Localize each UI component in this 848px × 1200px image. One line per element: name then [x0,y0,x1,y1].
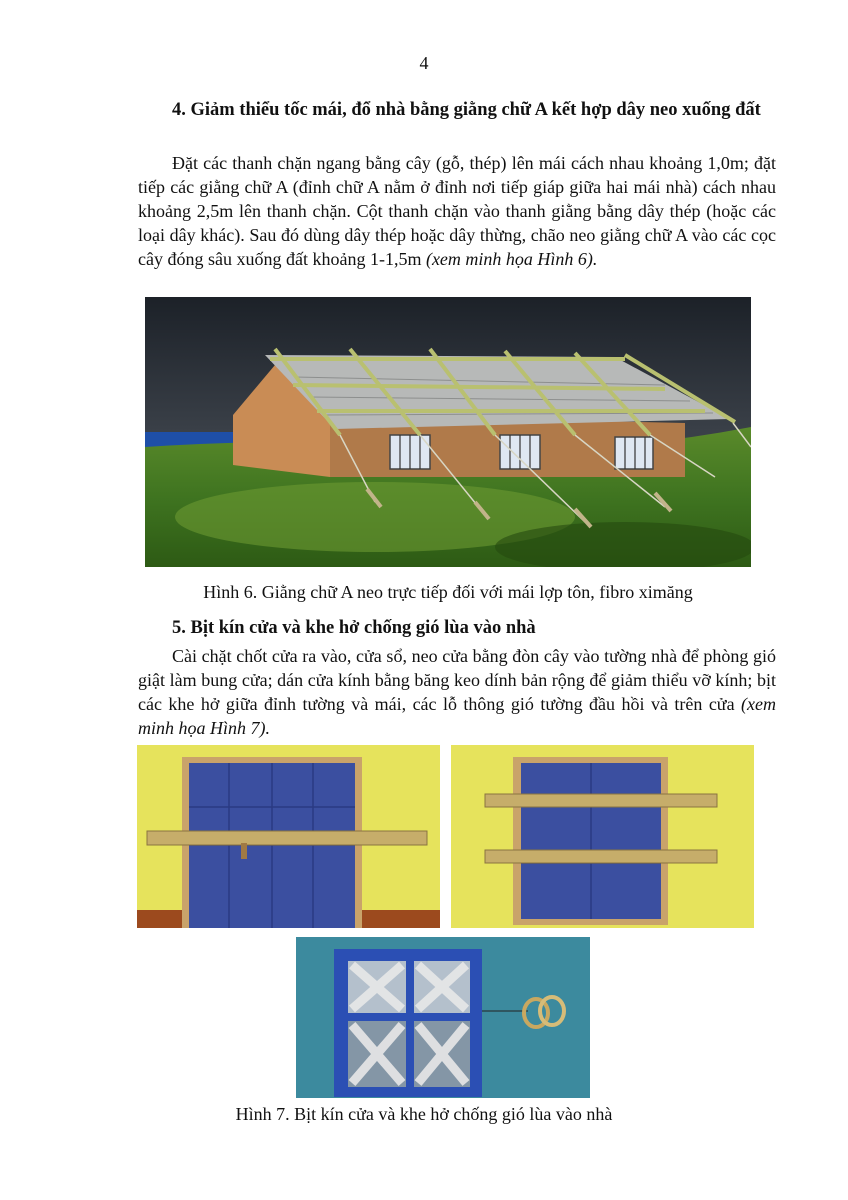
figure-7-door-image [137,745,440,928]
section-5-figure-ref: (xem minh họa Hình 7). [138,694,776,738]
section-4-body [138,151,776,271]
figure-7-caption: Hình 7. Bịt kín cửa và khe hở chống gió lùa vào nhà [235,1104,613,1124]
section-4-text: Đặt các thanh chặn ngang bằng cây (gỗ, thép) lên mái cách nhau khoảng 1,0m; đặt tiếp các giằng chữ A (đỉnh chữ A nằm ở đỉnh nơi tiếp giáp giữa hai mái nhà) cách nhau khoảng 2,5m lên thanh chặn. Cột thanh chặn vào thanh giằng bằng dây thép (hoặc các loại dây khác). Sau đó dùng dây thép hoặc dây thừng, chão neo giằng chữ A vào các cọc cây đóng sâu xuống đất khoảng 1-1,5m [138,153,776,269]
section-4-figure-ref: (xem minh họa Hình 6). [425,249,598,269]
section-5-text: Cài chặt chốt cửa ra vào, cửa sổ, neo cửa bằng đòn cây vào tường nhà để phòng gió giật làm bung cửa; dán cửa kính bằng băng keo dính bản rộng để giảm thiểu vỡ kính; bịt các khe hở giữa đỉnh tường và mái, các lỗ thông gió tường đầu hồi và trên cửa [138,646,776,714]
figure-6-image [145,297,751,567]
figure-6-caption: Hình 6. Giằng chữ A neo trực tiếp đối với mái lợp tôn, fibro ximăng [203,582,693,602]
section-5-heading: 5. Bịt kín cửa và khe hở chống gió lùa vào nhà [172,618,536,638]
page-number: 4 [419,53,429,73]
section-4-heading: 4. Giảm thiểu tốc mái, đổ nhà bằng giằng chữ A kết hợp dây neo xuống đất [172,100,761,120]
section-5-body [138,644,776,740]
figure-7-taped-glass-image [296,937,590,1098]
figure-7-window-image [451,745,754,928]
